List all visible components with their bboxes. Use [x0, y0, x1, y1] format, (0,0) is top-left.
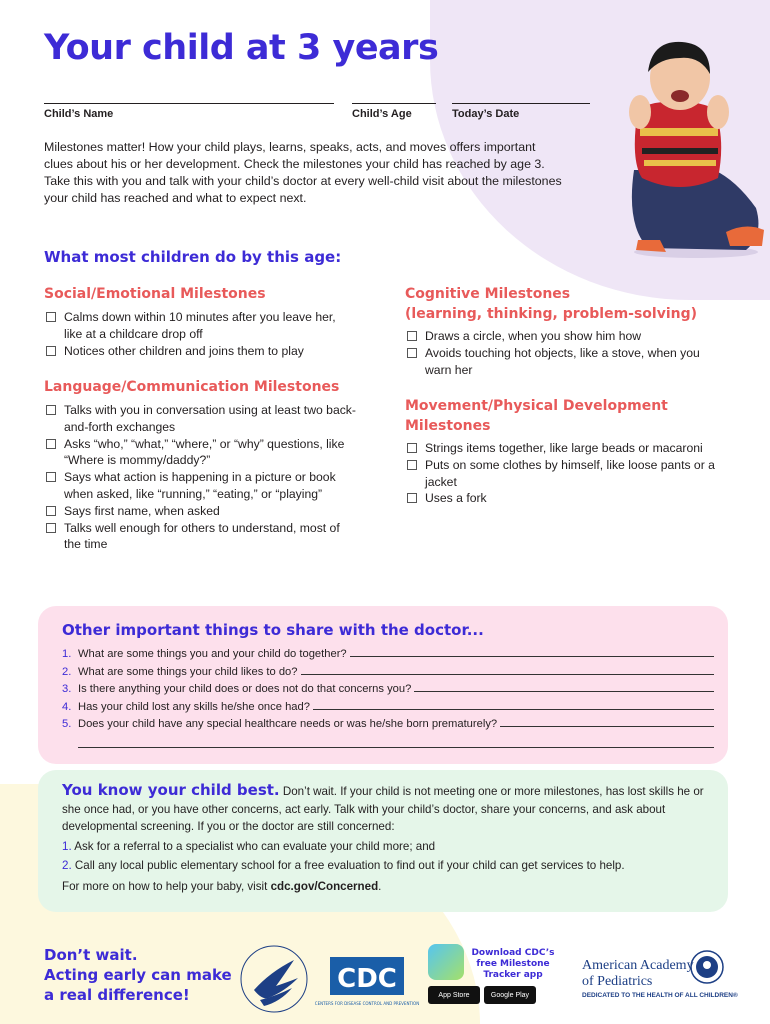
doctor-questions-heading: Other important things to share with the doctor... [62, 621, 484, 639]
checkbox[interactable] [46, 506, 56, 516]
answer-line[interactable] [414, 682, 714, 692]
language-communication-heading: Language/Communication Milestones [44, 379, 340, 395]
cdc-wordmark: CDC [337, 964, 397, 994]
checklist-item: Says what action is happening in a picture or book when asked, like “running,” “eating,” or “playing” [44, 469, 356, 503]
app-download-text: Download CDC’s free Milestone Tracker app [471, 948, 555, 980]
checklist-item: Says first name, when asked [44, 503, 356, 520]
checkbox[interactable] [407, 493, 417, 503]
cdc-logo [314, 955, 420, 1013]
social-emotional-list [44, 309, 356, 359]
hhs-eagle-logo [232, 942, 316, 1016]
movement-physical-list [405, 440, 720, 507]
checklist-item: Draws a circle, when you show him how [405, 328, 720, 345]
child-age-field[interactable]: Child’s Age [352, 103, 436, 120]
aap-tagline: DEDICATED TO THE HEALTH OF ALL CHILDREN® [582, 992, 738, 999]
google-play-button[interactable]: Google Play [484, 986, 536, 1004]
checklist-item: Notices other children and joins them to play [44, 343, 356, 360]
know-your-child-heading: You know your child best. [62, 781, 280, 799]
checkbox[interactable] [407, 460, 417, 470]
cdc-concerned-link[interactable]: cdc.gov/Concerned [270, 879, 379, 893]
checklist-item: Asks “who,” “what,” “where,” or “why” questions, like “Where is mommy/daddy?” [44, 436, 356, 470]
app-store-button[interactable]: App Store [428, 986, 480, 1004]
answer-line[interactable] [350, 647, 714, 657]
checklist-item: Talks well enough for others to understand, most of the time [44, 520, 356, 554]
checkbox[interactable] [46, 472, 56, 482]
movement-physical-heading: Movement/Physical Development Milestones [405, 398, 668, 434]
checkbox[interactable] [46, 523, 56, 533]
section-heading: What most children do by this age: [44, 248, 342, 266]
language-communication-list [44, 402, 356, 553]
child-photo [596, 20, 768, 260]
checklist-item: Talks with you in conversation using at least two back-and-forth exchanges [44, 402, 356, 436]
checkbox[interactable] [46, 312, 56, 322]
checklist-item: Puts on some clothes by himself, like loose pants or a jacket [405, 457, 720, 491]
answer-line[interactable] [301, 665, 714, 675]
dont-wait-slogan: Don’t wait. Acting early can make a real difference! [44, 946, 232, 1004]
checklist-item: Calms down within 10 minutes after you leave her, like at a childcare drop off [44, 309, 356, 343]
cognitive-list [405, 328, 720, 378]
question-item: 4. Has your child lost any skills he/she once had? [62, 699, 714, 717]
question-item: 3. Is there anything your child does or does not do that concerns you? [62, 681, 714, 699]
checklist-item: Strings items together, like large beads or macaroni [405, 440, 720, 457]
question-item: 1. What are some things you and your child do together? [62, 646, 714, 664]
doctor-questions-list [62, 646, 714, 748]
page-title: Your child at 3 years [44, 28, 439, 68]
checkbox[interactable] [407, 331, 417, 341]
question-item: 2. What are some things your child likes to do? [62, 664, 714, 682]
answer-line[interactable] [78, 734, 714, 748]
checkbox[interactable] [46, 346, 56, 356]
milestone-tracker-app-icon[interactable] [428, 944, 464, 980]
checkbox[interactable] [407, 443, 417, 453]
checkbox[interactable] [46, 439, 56, 449]
checkbox[interactable] [407, 348, 417, 358]
checklist-item: Avoids touching hot objects, like a stove, when you warn her [405, 345, 720, 379]
answer-line[interactable] [500, 717, 714, 727]
extra-answer-line [62, 734, 714, 748]
checkbox[interactable] [46, 405, 56, 415]
aap-logo-text: American Academy of Pediatrics [582, 958, 694, 989]
intro-paragraph: Milestones matter! How your child plays, learns, speaks, acts, and moves offers important clues about his or her development. Check the milestones your child has reached by age 3. Take this with you and talk with your child’s doctor at every well-child visit about the milestones your child has reached and what to expect next. [44, 140, 562, 205]
cognitive-heading: Cognitive Milestones (learning, thinking, problem-solving) [405, 286, 698, 322]
social-emotional-heading: Social/Emotional Milestones [44, 286, 266, 302]
cdc-subtitle: CENTERS FOR DISEASE CONTROL AND PREVENTION [314, 1001, 420, 1006]
child-name-field[interactable]: Child’s Name [44, 103, 334, 120]
question-item: 5. Does your child have any special healthcare needs or was he/she born prematurely? [62, 716, 714, 734]
answer-line[interactable] [313, 700, 714, 710]
checklist-item: Uses a fork [405, 490, 720, 507]
know-your-child-text: You know your child best. Don’t wait. If your child is not meeting one or more milestones, has lost skills he or she once had, or you have other concerns, act early. Talk with your child’s doctor, share your concerns, and ask about developmental screening. If you or the doctor are still concerned: 1. Ask for a referral to a specialist who can evaluate your child more; and 2. Call any local public elementary school for a free evaluation to find out if your child can get services to help. For more on how to help your baby, visit cdc.gov/Concerned. [62, 781, 704, 893]
todays-date-field[interactable]: Today’s Date [452, 103, 590, 120]
aap-seal-icon [690, 950, 724, 984]
